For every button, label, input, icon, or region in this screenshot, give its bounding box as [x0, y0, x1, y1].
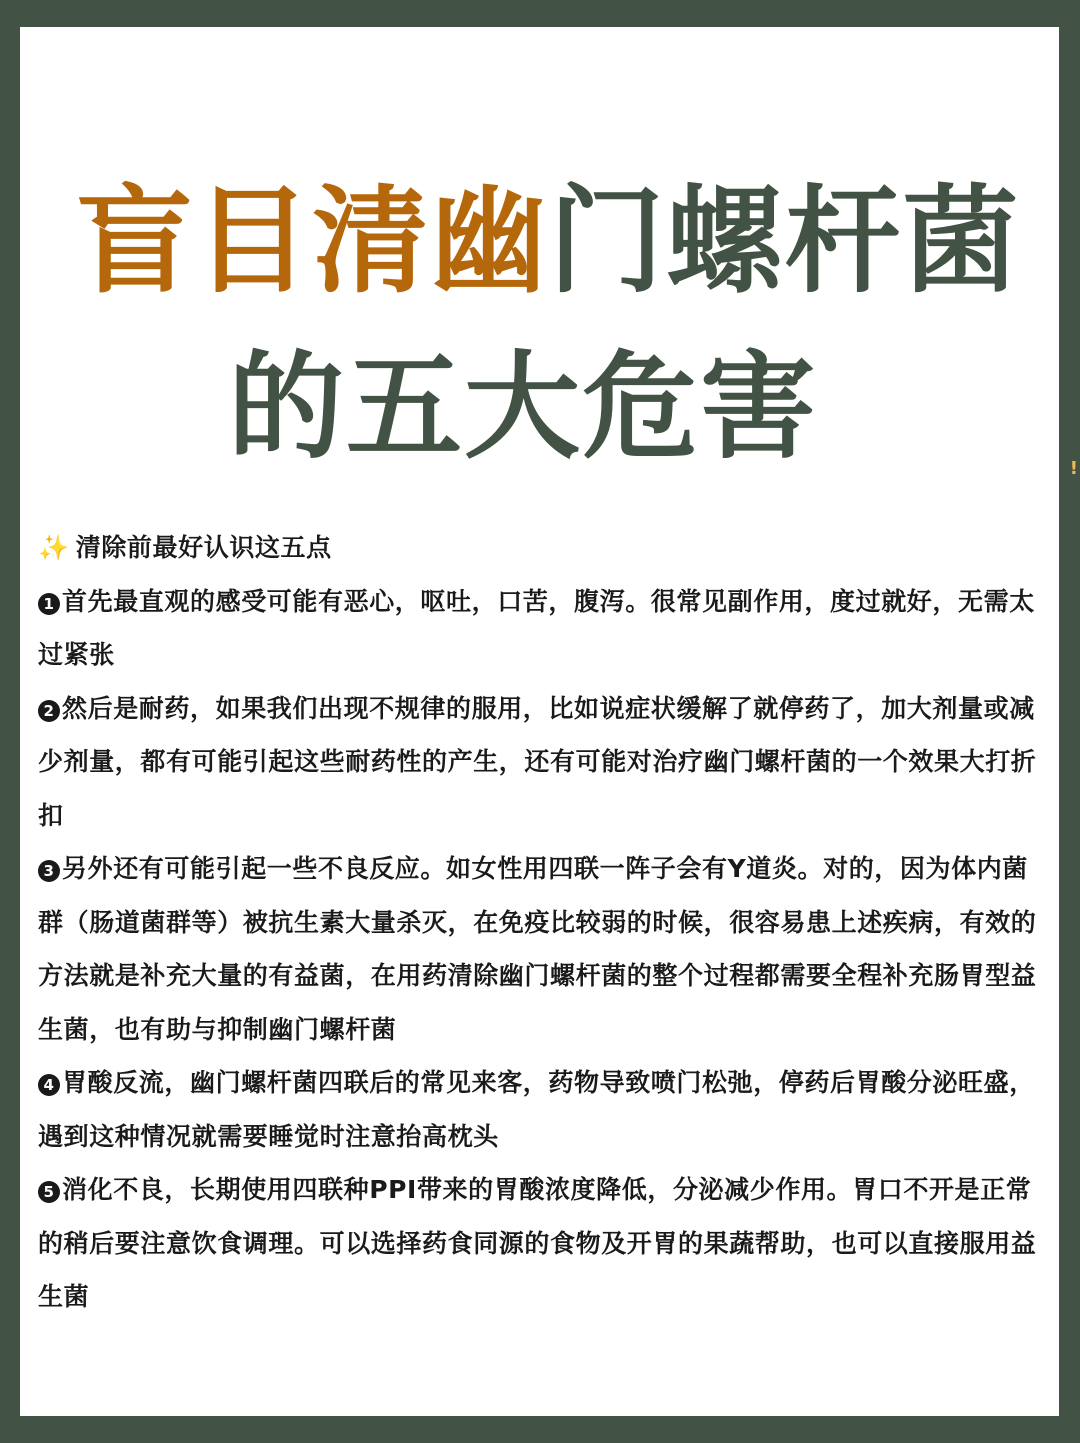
intro-line — [38, 521, 1043, 575]
point-text: 另外还有可能引起一些不良反应。如女性用四联一阵子会有Y道炎。对的，因为体内菌群（肠道菌群等）被抗生素大量杀灭，在免疫比较弱的时候，很容易患上述疾病，有效的方法就是补充大量的有益菌，在用药清除幽门螺杆菌的整个过程都需要全程补充肠胃型益生菌，也有助与抑制幽门螺杆菌 — [38, 854, 1037, 1044]
intro-text: 清除前最好认识这五点 — [75, 533, 332, 562]
point-item — [38, 575, 1043, 682]
number-badge-icon: 5 — [38, 1181, 60, 1203]
point-item — [38, 1056, 1043, 1163]
number-badge-icon: 3 — [38, 860, 60, 882]
point-item — [38, 1163, 1043, 1324]
title-main: 门螺杆菌 — [548, 174, 1021, 309]
sparkles-icon: ✨ — [38, 533, 70, 562]
number-badge-icon: 4 — [38, 1074, 60, 1096]
point-item — [38, 682, 1043, 843]
point-text: 消化不良，长期使用四联种PPI带来的胃酸浓度降低，分泌减少作用。胃口不开是正常的稍后要注意饮食调理。可以选择药食同源的食物及开胃的果蔬帮助，也可以直接服用益生菌 — [38, 1175, 1037, 1311]
point-text: 胃酸反流，幽门螺杆菌四联后的常见来客，药物导致喷门松弛，停药后胃酸分泌旺盛，遇到这种情况就需要睡觉时注意抬高枕头 — [38, 1068, 1035, 1151]
point-item — [38, 842, 1043, 1056]
article-body — [38, 521, 1043, 1324]
number-badge-icon: 1 — [38, 593, 60, 615]
title-highlight: 盲目清幽 — [76, 174, 549, 309]
content-card — [20, 27, 1059, 1416]
point-text: 然后是耐药，如果我们出现不规律的服用，比如说症状缓解了就停药了，加大剂量或减少剂量，都有可能引起这些耐药性的产生，还有可能对治疗幽门螺杆菌的一个效果大打折扣 — [38, 693, 1037, 830]
page-title-line-1 — [20, 174, 1059, 309]
edge-mark-icon: ! — [1069, 458, 1078, 479]
number-badge-icon: 2 — [38, 700, 60, 722]
page-title-line-2: 的五大危害 — [228, 340, 818, 475]
point-text: 首先最直观的感受可能有恶心，呕吐，口苦，腹泻。很常见副作用，度过就好，无需太过紧张 — [38, 586, 1035, 669]
